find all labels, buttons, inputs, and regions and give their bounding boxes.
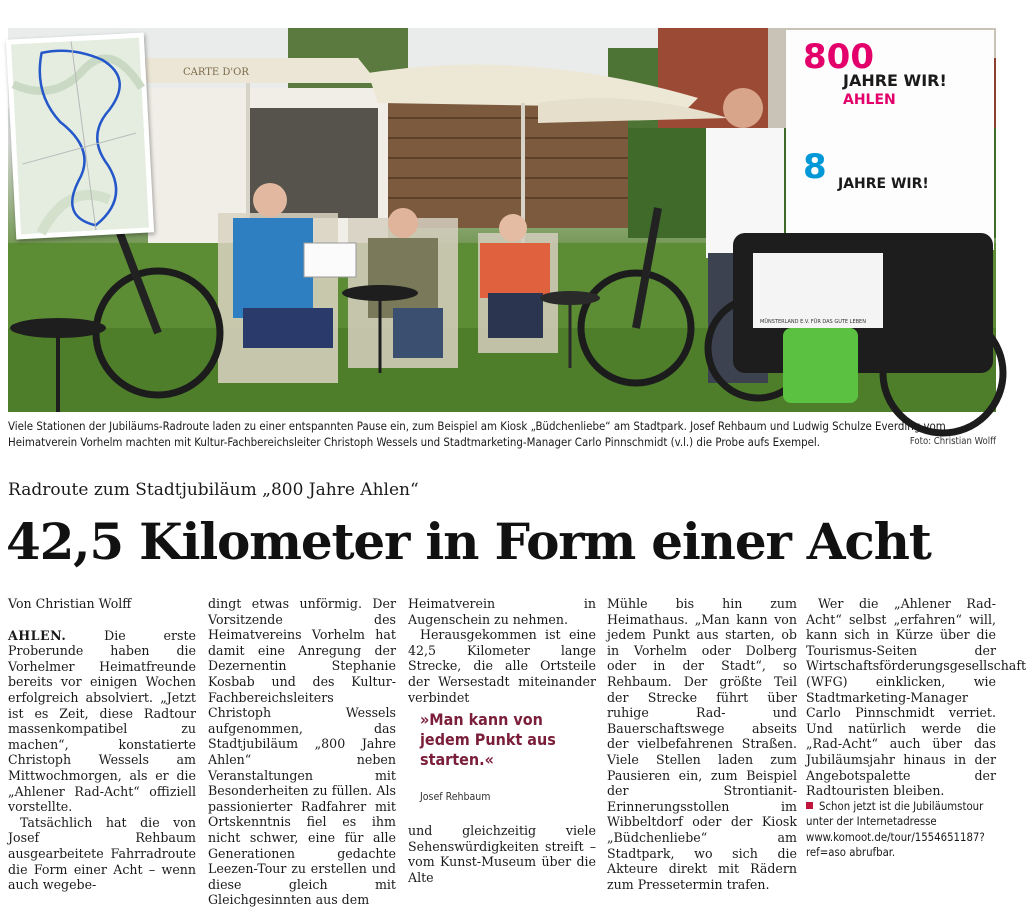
paragraph: und gleichzeitig viele Sehenswürdigkeiten streift – vom Kunst-Museum über die Alte	[408, 823, 596, 885]
banner-line2: AHLEN	[843, 92, 896, 108]
pull-quote: »Man kann von jedem Punkt aus starten.«	[420, 710, 556, 769]
paragraph: Wer die „Ahlener Rad-Acht“ selbst „erfahren“ will, kann sich in Kürze über die Tourismus-Seiten der Wirtschaftsförderungsgesellschaft (WFG) einklicken, wie Stadtmarketing-Manager Carlo Pinnschmidt verriet. Und natürlich werde die „Rad-Acht“ auch über das Jubiläumsjahr hinaus in der Angebotspalette der Radtouristen bleiben.	[806, 596, 1027, 799]
paragraph: dingt etwas unförmig. Der Vorsitzende des Heimatvereins Vorhelm hat damit eine Anregung der Dezernentin Stephanie Kosbab und des Kultur-Fachbereichsleiters Christoph Wessels aufgenommen, das Stadtjubiläum „800 Jahre Ahlen“ neben Veranstaltungen mit Besonderheiten zu füllen. Als passionierter Radfahrer mit Ortskenntnis fiel es ihm nicht schwer, eine für alle Generationen gedachte Leezen-Tour zu erstellen und diese gleich mit Gleichgesinnten aus dem	[208, 596, 396, 908]
article-kicker: Radroute zum Stadtjubiläum „800 Jahre Ahlen“	[8, 480, 419, 500]
banner-line1: JAHRE WIR!	[843, 71, 947, 90]
photo-credit: Foto: Christian Wolff	[909, 436, 996, 447]
svg-text:8: 8	[803, 147, 827, 187]
article-headline: 42,5 Kilometer in Form einer Acht	[6, 512, 931, 571]
article-photo	[8, 28, 996, 412]
paragraph: Tatsächlich hat die von Josef Rehbaum ausgearbeitete Fahrradroute die Form einer Acht – wenn auch wegebe-	[8, 814, 196, 893]
umbrella-brand: CARTE D'OR	[183, 67, 249, 78]
banner-number: 800	[803, 37, 874, 77]
bullet-square-icon	[806, 802, 813, 809]
paragraph: Herausgekommen ist eine 42,5 Kilometer lange Strecke, die alle Ortsteile der Wersestadt miteinander verbindet	[408, 627, 596, 705]
paragraph: Mühle bis hin zum Heimathaus. „Man kann von jedem Punkt aus starten, ob in Vorhelm oder Dolberg oder in der Stadt“, so Rehbaum. Der größte Teil der Strecke führt über ruhige Rad- und Bauerschaftswege abseits der vielbefahrenen Straßen. Viele Stellen laden zum Pausieren ein, zum Beispiel der Strontianit-Erinnerungsstollen im Wibbeltdorf oder der Kiosk „Büdchenliebe“ am Stadtpark, wo sich die Akteure direkt mit Rädern zum Pressetermin trafen.	[607, 596, 797, 892]
article-column-3	[408, 596, 596, 705]
byline: Von Christian Wolff	[8, 596, 132, 611]
article-column-5	[806, 596, 1027, 860]
article-column-1	[8, 596, 196, 893]
article-column-2	[208, 596, 396, 908]
bike-label: MÜNSTERLAND E.V. FÜR DAS GUTE LEBEN	[760, 319, 866, 325]
paragraph: Heimatverein in Augenschein zu nehmen.	[408, 596, 596, 627]
pull-quote-author: Josef Rehbaum	[420, 791, 491, 803]
article-column-4	[607, 596, 797, 892]
caption-text: Viele Stationen der Jubiläums-Radroute laden zu einer entspannten Pause ein, zum Beispiel am Kiosk „Büdchenliebe“ am Stadtpark. Josef Rehbaum und Ludwig Schulze Everding vom Heimatverein Vorhelm machten mit Kultur-Fachbereichsleiter Christoph Wessels und Stadtmarketing-Manager Carlo Pinnschmidt (v.l.) die Probe aufs Exempel.	[8, 419, 946, 449]
info-note-text: Schon jetzt ist die Jubiläumstour unter der Internetadresse www.komoot.de/tour/1554651187?ref=aso abrufbar.	[806, 799, 985, 859]
article-column-3-continued	[408, 823, 596, 885]
dateline-place: AHLEN.	[8, 627, 67, 643]
svg-text:JAHRE WIR!: JAHRE WIR!	[838, 176, 929, 192]
route-map-inset	[6, 33, 154, 240]
info-note	[806, 799, 996, 861]
paragraph-text: Die erste Proberunde haben die Vorhelmer Heimatfreunde bereits vor einigen Wochen erfolgreich absolviert. „Jetzt ist es Zeit, diese Radtour massenkompatibel zu machen“, konstatierte Christoph Wessels am Mittwochmorgen, als er die „Ahlener Rad-Acht“ offiziell vorstellte.	[8, 627, 196, 815]
paragraph	[8, 628, 196, 815]
photo-caption	[8, 418, 998, 450]
